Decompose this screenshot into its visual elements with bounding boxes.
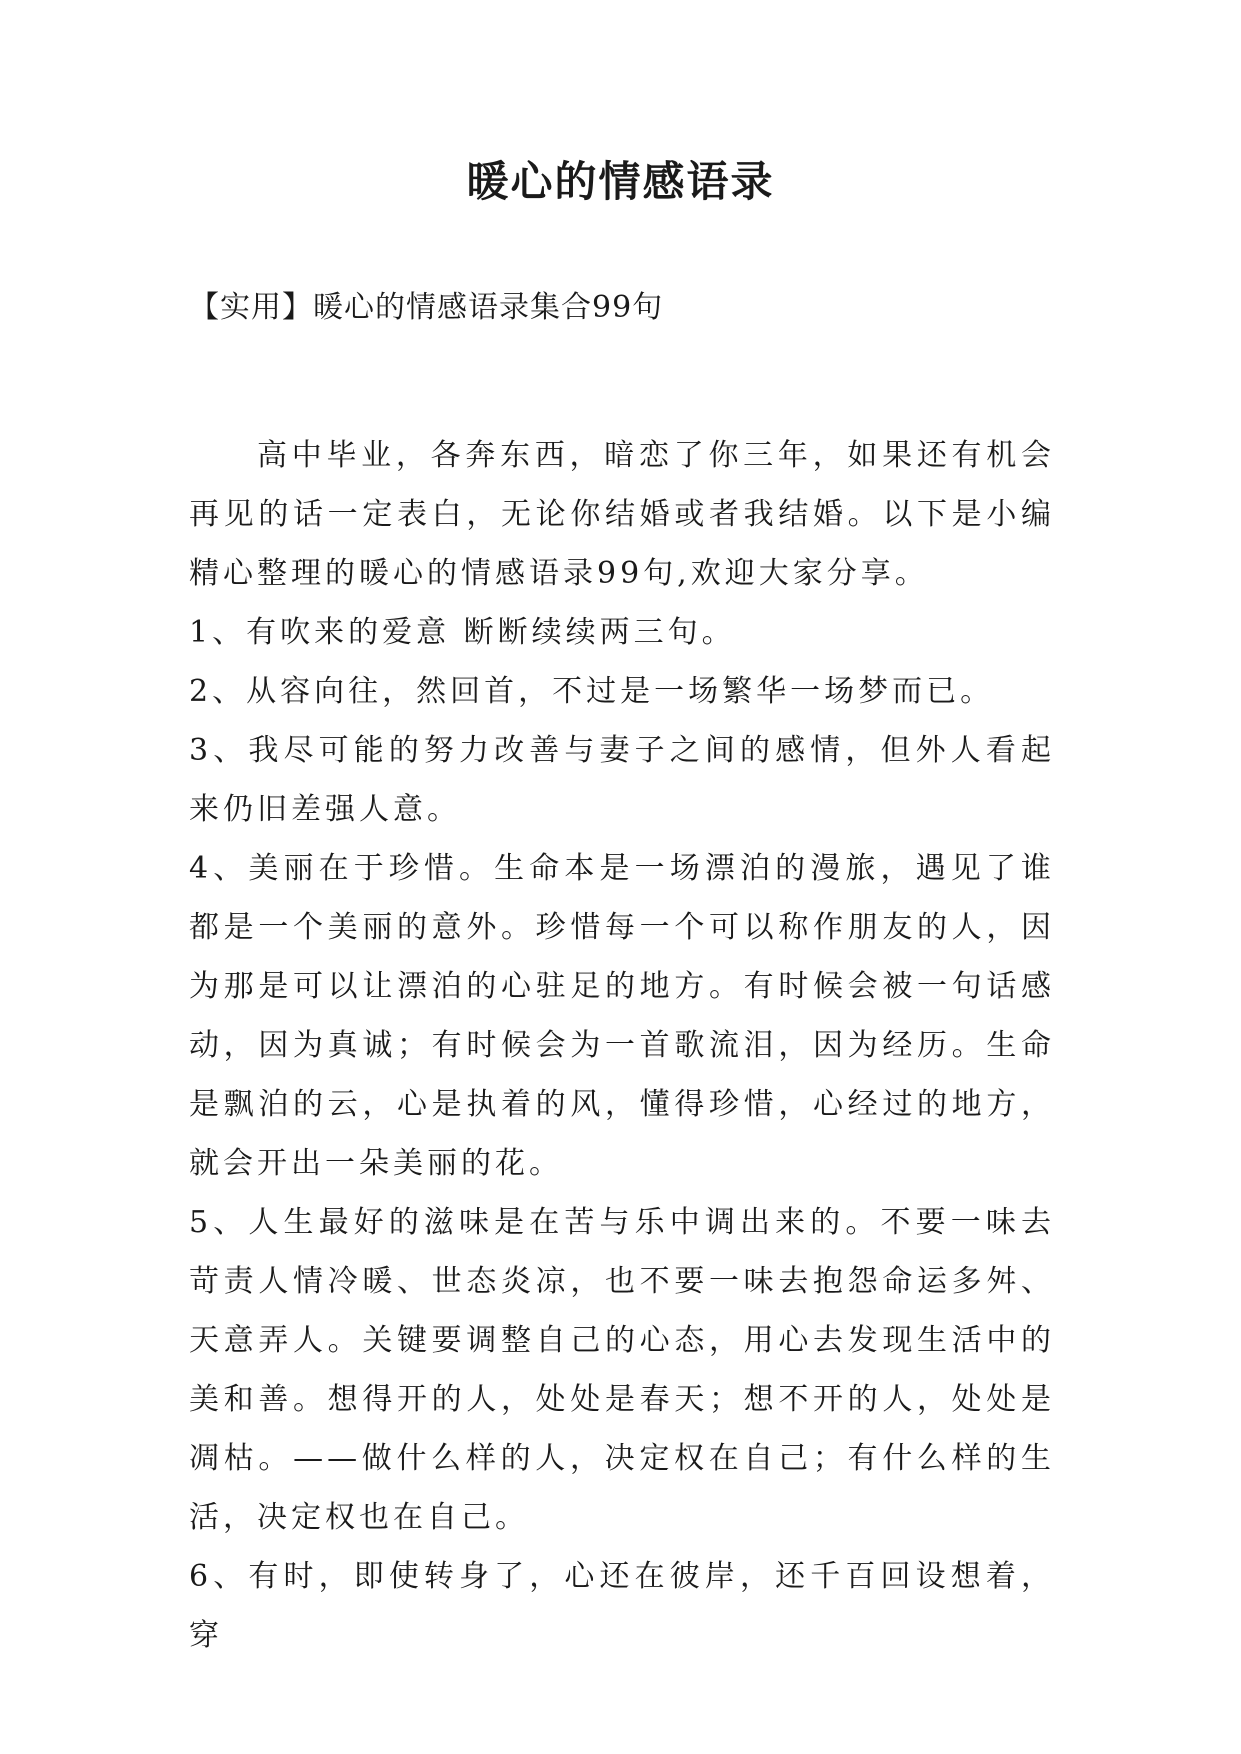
quote-item-6: 6、有时，即使转身了，心还在彼岸，还千百回设想着，穿 bbox=[189, 1559, 1055, 1653]
quote-item-1: 1、有吹来的爱意 断断续续两三句。 bbox=[189, 615, 736, 650]
document-content bbox=[189, 288, 1055, 1665]
quote-item-2: 2、从容向往，然回首，不过是一场繁华一场梦而已。 bbox=[189, 674, 995, 709]
quote-item-4: 4、美丽在于珍惜。生命本是一场漂泊的漫旅，遇见了谁都是一个美丽的意外。珍惜每一个可以称作朋友的人，因为那是可以让漂泊的心驻足的地方。有时候会被一句话感动，因为真诚；有时候会为一首歌流泪，因为经历。生命是飘泊的云，心是执着的风，懂得珍惜，心经过的地方，就会开出一朵美丽的花。 bbox=[189, 851, 1055, 1181]
document-subtitle: 【实用】暖心的情感语录集合99句 bbox=[189, 290, 664, 325]
intro-paragraph: 高中毕业，各奔东西，暗恋了你三年，如果还有机会再见的话一定表白，无论你结婚或者我结婚。以下是小编精心整理的暖心的情感语录99句,欢迎大家分享。 bbox=[189, 438, 1055, 591]
document-title: 暖心的情感语录 bbox=[466, 157, 775, 206]
document-body bbox=[189, 426, 1055, 1665]
quote-item-5: 5、人生最好的滋味是在苦与乐中调出来的。不要一味去苛责人情冷暖、世态炎凉，也不要一味去抱怨命运多舛、天意弄人。关键要调整自己的心态，用心去发现生活中的美和善。想得开的人，处处是春天；想不开的人，处处是凋枯。——做什么样的人，决定权在自己；有什么样的生活，决定权也在自己。 bbox=[189, 1205, 1055, 1535]
quote-item-3: 3、我尽可能的努力改善与妻子之间的感情，但外人看起来仍旧差强人意。 bbox=[189, 733, 1055, 827]
